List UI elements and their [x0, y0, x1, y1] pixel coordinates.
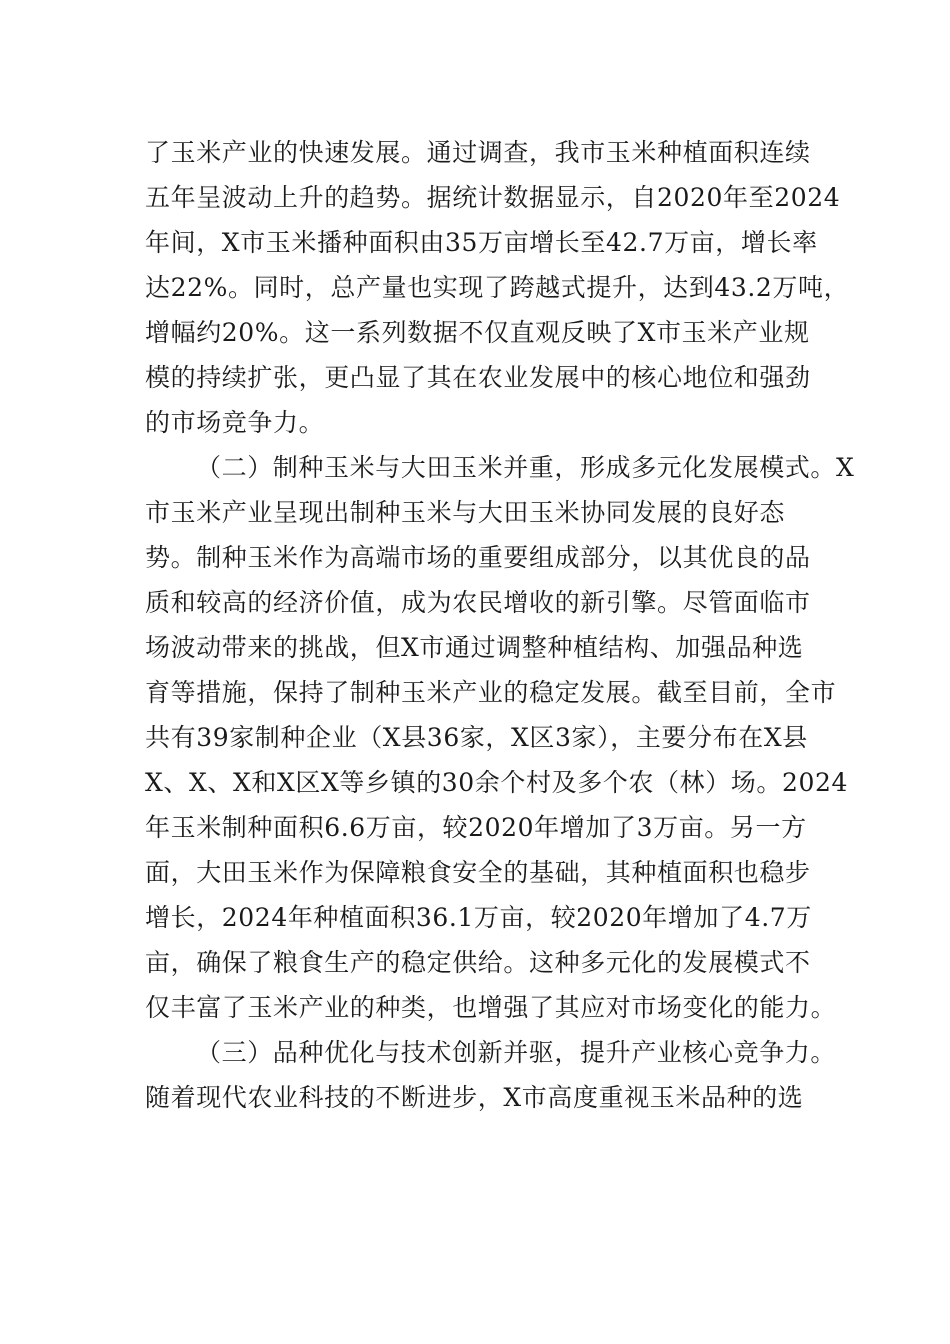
text-line: 了玉米产业的快速发展。通过调查，我市玉米种植面积连续: [145, 138, 811, 167]
section-heading-3: （三）品种优化与技术创新并驱，提升产业核心竞争力。: [196, 1038, 837, 1067]
text-line: 仅丰富了玉米产业的种类，也增强了其应对市场变化的能力。: [145, 993, 837, 1022]
text-line: 亩，确保了粮食生产的稳定供给。这种多元化的发展模式不: [145, 948, 811, 977]
text-line: 育等措施，保持了制种玉米产业的稳定发展。截至目前，全市: [145, 678, 837, 707]
text-line: 五年呈波动上升的趋势。据统计数据显示，自2020年至2024: [145, 183, 841, 212]
text-line: 增幅约20%。这一系列数据不仅直观反映了X市玉米产业规: [145, 318, 810, 347]
text-line: 年玉米制种面积6.6万亩，较2020年增加了3万亩。另一方: [145, 813, 807, 842]
text-line: 质和较高的经济价值，成为农民增收的新引擎。尽管面临市: [145, 588, 811, 617]
text-line: 共有39家制种企业（X县36家，X区3家），主要分布在X县: [145, 723, 808, 752]
text-line: 市玉米产业呈现出制种玉米与大田玉米协同发展的良好态: [145, 498, 786, 527]
text-line: 增长，2024年种植面积36.1万亩，较2020年增加了4.7万: [145, 903, 812, 932]
text-line: 面，大田玉米作为保障粮食安全的基础，其种植面积也稳步: [145, 858, 811, 887]
text-line: 势。制种玉米作为高端市场的重要组成部分，以其优良的品: [145, 543, 811, 572]
text-line: X、X、X和X区X等乡镇的30余个村及多个农（林）场。2024: [145, 768, 849, 797]
text-line: 随着现代农业科技的不断进步，X市高度重视玉米品种的选: [145, 1083, 804, 1112]
text-line: 模的持续扩张，更凸显了其在农业发展中的核心地位和强劲: [145, 363, 811, 392]
section-heading-2: （二）制种玉米与大田玉米并重，形成多元化发展模式。X: [196, 453, 855, 482]
text-line: 场波动带来的挑战，但X市通过调整种植结构、加强品种选: [145, 633, 804, 662]
text-line: 的市场竞争力。: [145, 408, 325, 437]
text-line: 年间，X市玉米播种面积由35万亩增长至42.7万亩，增长率: [145, 228, 818, 257]
text-line: 达22%。同时，总产量也实现了跨越式提升，达到43.2万吨，: [145, 273, 850, 302]
